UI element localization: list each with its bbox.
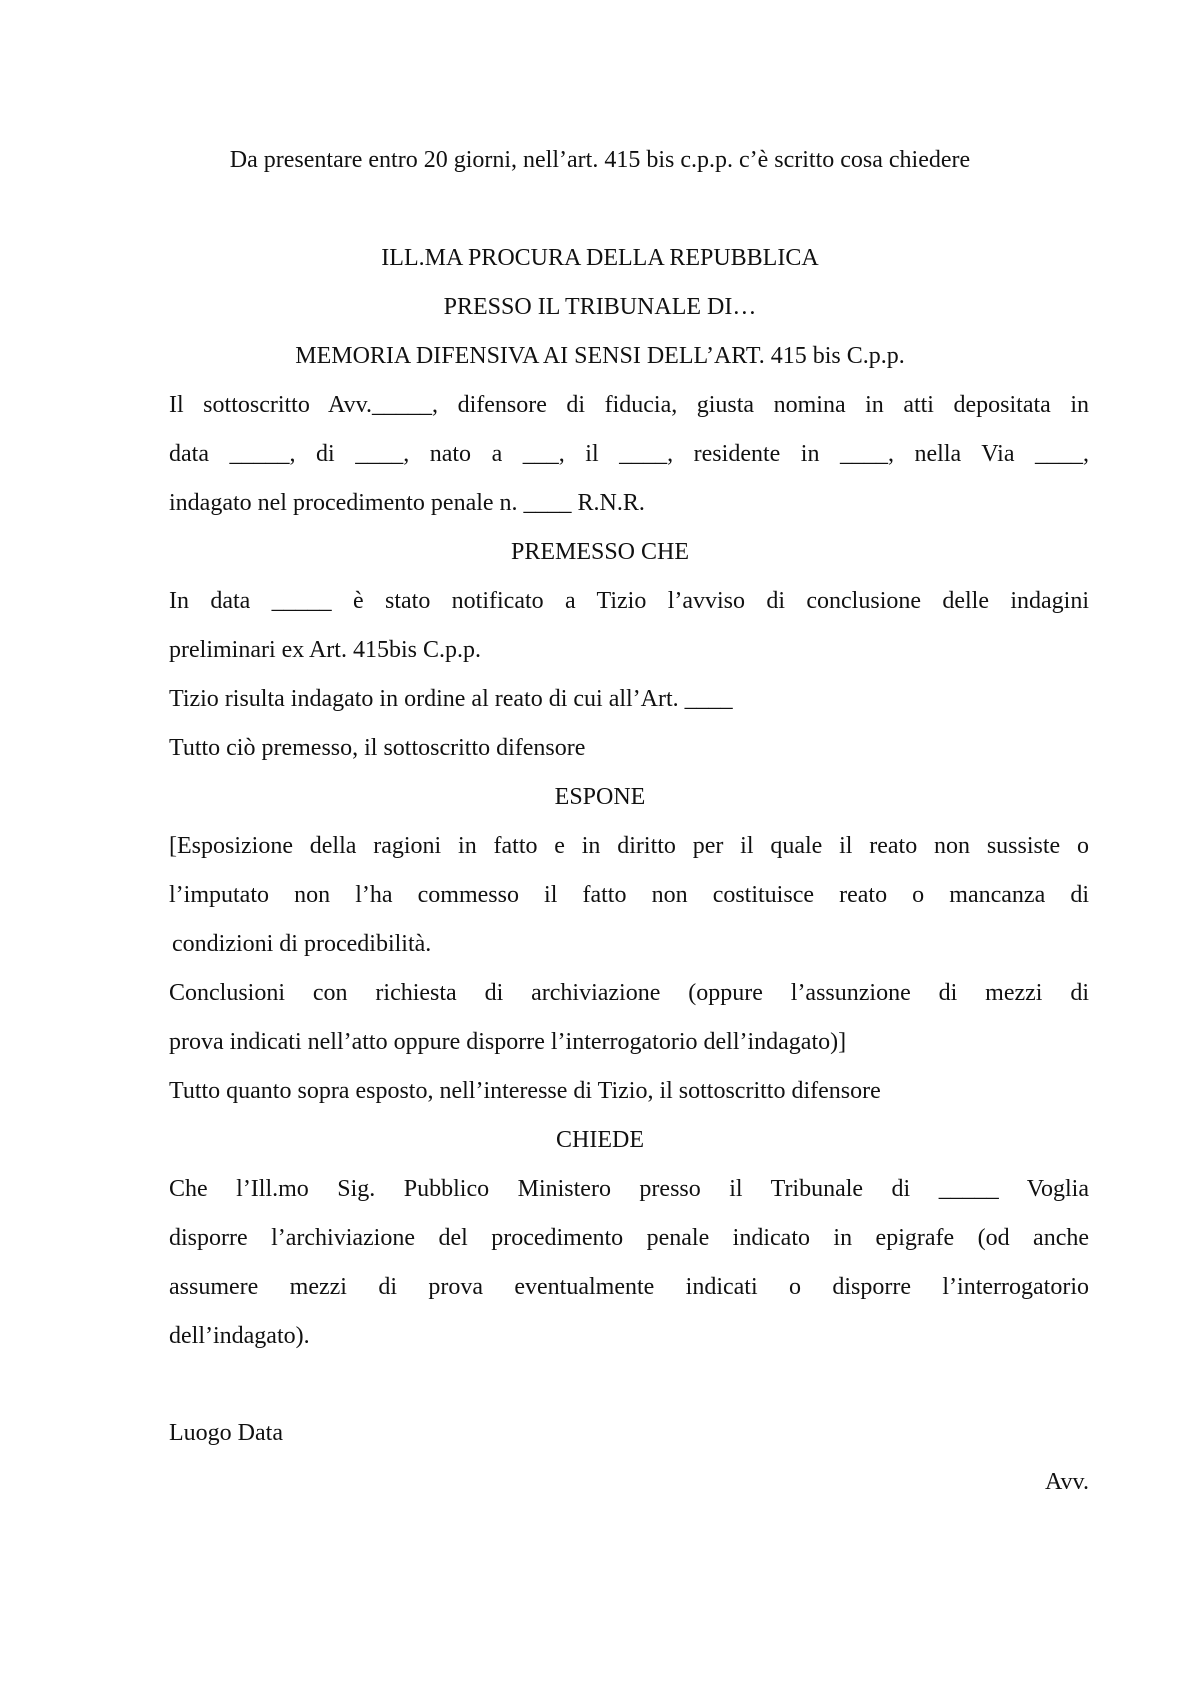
espone-line-1: [Esposizione della ragioni in fatto e in diritto per il quale il reato non sussiste o <box>169 833 1089 859</box>
intro-line-1: Il sottoscritto Avv._____, difensore di fiducia, giusta nomina in atti depositata in <box>169 392 1089 418</box>
header-line-2: PRESSO IL TRIBUNALE DI… <box>443 294 757 320</box>
chiede-line-4: dell’indagato). <box>169 1323 310 1349</box>
espone-line-3: condizioni di procedibilità. <box>172 931 432 957</box>
intro-line-2: data _____, di ____, nato a ___, il ____, residente in ____, nella Via ____, <box>169 441 1089 467</box>
header-line-1: ILL.MA PROCURA DELLA REPUBBLICA <box>381 245 819 271</box>
section-title-premesso: PREMESSO CHE <box>510 539 690 565</box>
signature: Avv. <box>1045 1469 1089 1495</box>
premesso-line-4: Tutto ciò premesso, il sottoscritto difensore <box>169 735 586 761</box>
section-title-chiede: CHIEDE <box>556 1127 644 1153</box>
chiede-line-1: Che l’Ill.mo Sig. Pubblico Ministero presso il Tribunale di _____ Voglia <box>169 1176 1089 1202</box>
espone-line-4: Conclusioni con richiesta di archiviazione (oppure l’assunzione di mezzi di <box>169 980 1089 1006</box>
intro-line-3: indagato nel procedimento penale n. ____ R.N.R. <box>169 490 645 516</box>
section-title-espone: ESPONE <box>554 784 646 810</box>
premesso-line-1: In data _____ è stato notificato a Tizio l’avviso di conclusione delle indagini <box>169 588 1089 614</box>
espone-line-5: prova indicati nell’atto oppure disporre l’interrogatorio dell’indagato)] <box>169 1029 847 1055</box>
premesso-line-3: Tizio risulta indagato in ordine al reato di cui all’Art. ____ <box>169 686 733 712</box>
chiede-line-2: disporre l’archiviazione del procedimento penale indicato in epigrafe (od anche <box>169 1225 1089 1251</box>
chiede-line-3: assumere mezzi di prova eventualmente indicati o disporre l’interrogatorio <box>169 1274 1089 1300</box>
espone-line-2: l’imputato non l’ha commesso il fatto non costituisce reato o mancanza di <box>169 882 1089 908</box>
document-title: MEMORIA DIFENSIVA AI SENSI DELL’ART. 415 bis C.p.p. <box>295 343 905 369</box>
espone-line-6: Tutto quanto sopra esposto, nell’interesse di Tizio, il sottoscritto difensore <box>169 1078 881 1104</box>
preliminary-note: Da presentare entro 20 giorni, nell’art. 415 bis c.p.p. c’è scritto cosa chiedere <box>229 147 971 173</box>
premesso-line-2: preliminari ex Art. 415bis C.p.p. <box>169 637 481 663</box>
place-date: Luogo Data <box>169 1420 283 1446</box>
